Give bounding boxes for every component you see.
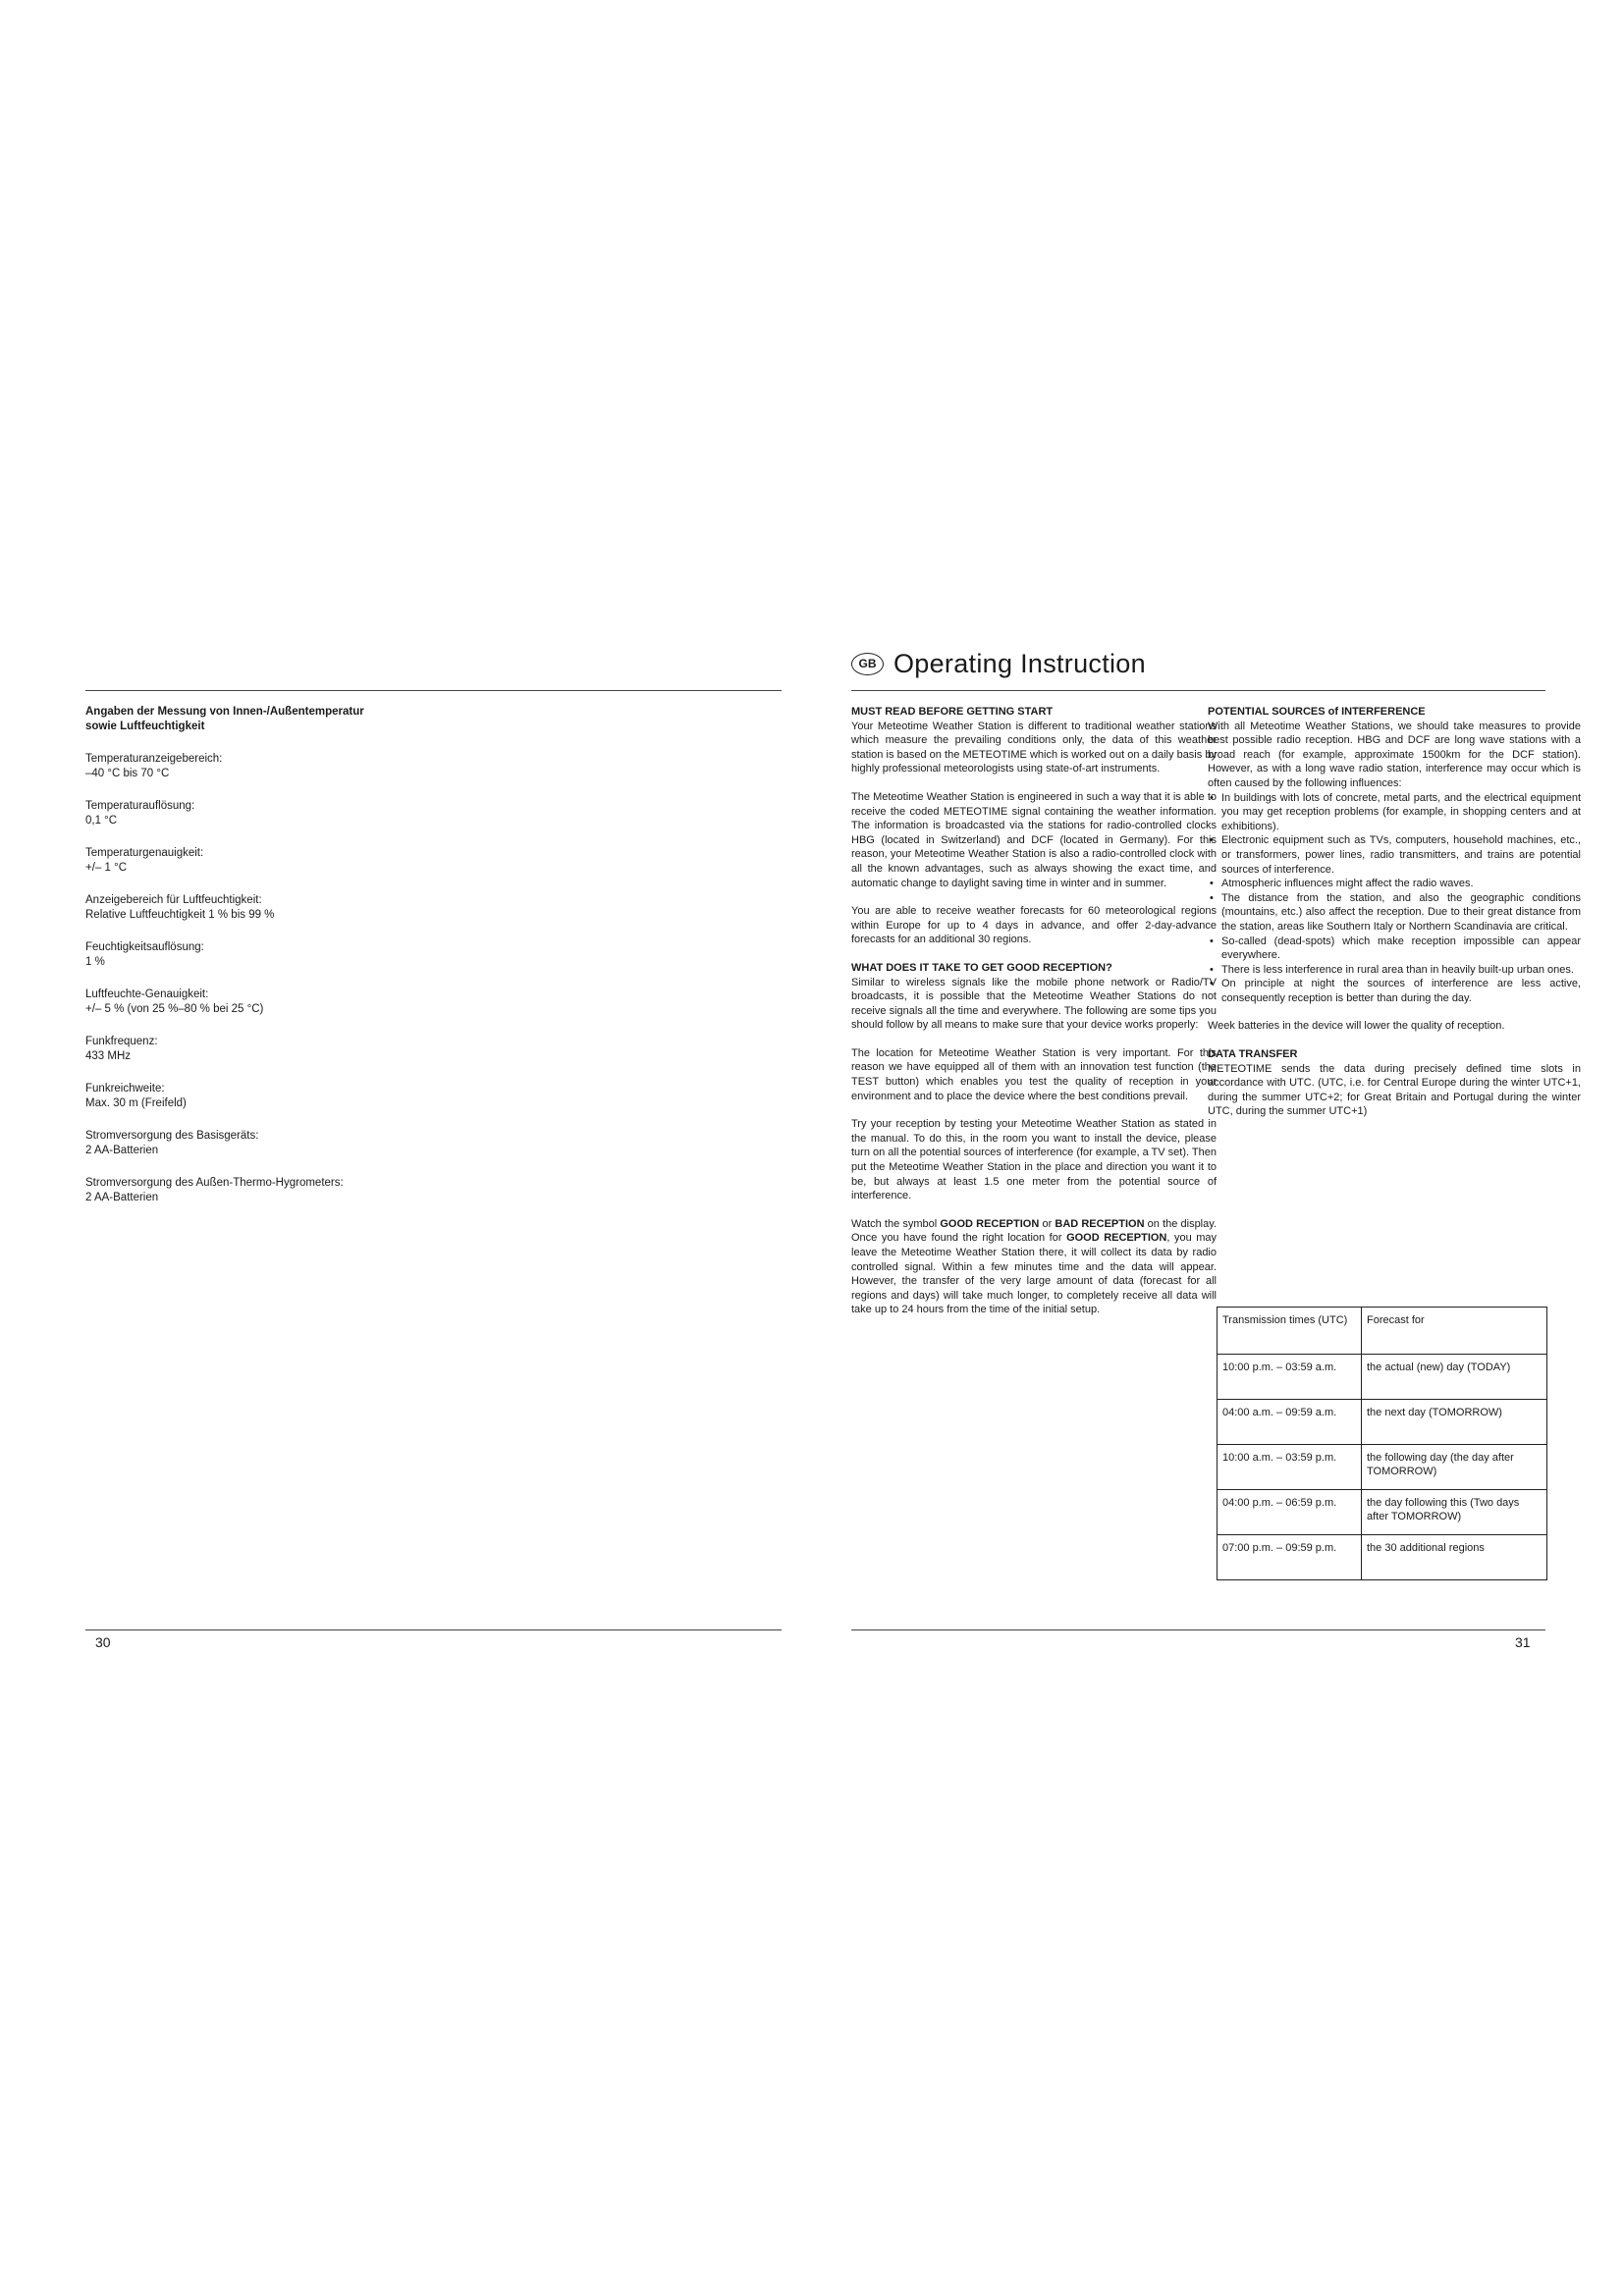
table-row xyxy=(1218,1400,1547,1445)
spec-label: Luftfeuchte-Genauigkeit: xyxy=(85,988,209,1000)
spec-item xyxy=(85,1035,596,1064)
table-row xyxy=(1218,1535,1547,1580)
table-cell: the 30 additional regions xyxy=(1362,1535,1547,1580)
table-row xyxy=(1218,1490,1547,1535)
spec-heading-line1: Angaben der Messung von Innen-/Außentemperatur xyxy=(85,706,364,718)
table-cell: the next day (TOMORROW) xyxy=(1362,1400,1547,1445)
page-number-right: 31 xyxy=(1515,1634,1531,1650)
spec-label: Funkfrequenz: xyxy=(85,1036,158,1047)
page-header xyxy=(851,644,1146,683)
column-right xyxy=(1208,705,1581,1119)
good-reception-heading: WHAT DOES IT TAKE TO GET GOOD RECEPTION? xyxy=(851,961,1112,974)
top-rule-right xyxy=(851,690,1545,691)
data-transfer-heading: DATA TRANSFER xyxy=(1208,1048,1298,1061)
spec-label: Temperaturgenauigkeit: xyxy=(85,847,204,859)
column-left xyxy=(851,705,1217,1331)
spec-label: Anzeigebereich für Luftfeuchtigkeit: xyxy=(85,894,262,906)
reception-paragraph: The location for Meteotime Weather Station is very important. For this reason we have equipped all of them with an innovation test function (the TEST button) which enables you test the quality of reception in your environment and to place the device where the best conditions prevail. xyxy=(851,1046,1217,1102)
table-header-row xyxy=(1218,1308,1547,1355)
spec-value: –40 °C bis 70 °C xyxy=(85,768,170,779)
table-cell: 04:00 a.m. – 09:59 a.m. xyxy=(1218,1400,1362,1445)
spec-label: Stromversorgung des Außen-Thermo-Hygrometers: xyxy=(85,1177,344,1189)
interference-intro: With all Meteotime Weather Stations, we should take measures to provide best possible radio reception. HBG and DCF are long wave stations with a broad reach (for example, approximate 1500km for the DCF station). However, as with a long wave radio station, interference may occur which is often caused by the following influences: xyxy=(1208,720,1581,789)
spec-value: Max. 30 m (Freifeld) xyxy=(85,1097,187,1109)
interference-list xyxy=(1208,791,1581,1006)
table-cell: the actual (new) day (TODAY) xyxy=(1362,1355,1547,1400)
table-cell: the following day (the day after TOMORROW) xyxy=(1362,1445,1547,1490)
good-reception-term: GOOD RECEPTION xyxy=(940,1217,1040,1230)
text-run: on the display. Once you have found the right location for xyxy=(851,1217,1217,1245)
spec-item xyxy=(85,988,596,1017)
table-cell: the day following this (Two days after TOMORROW) xyxy=(1362,1490,1547,1535)
spec-label: Stromversorgung des Basisgeräts: xyxy=(85,1130,259,1142)
interference-heading: POTENTIAL SOURCES of INTERFERENCE xyxy=(1208,706,1426,718)
spec-label: Feuchtigkeitsauflösung: xyxy=(85,941,204,953)
reception-symbol-paragraph xyxy=(851,1217,1217,1317)
table-cell: 10:00 a.m. – 03:59 p.m. xyxy=(1218,1445,1362,1490)
text-run: or xyxy=(1039,1217,1056,1230)
list-item: • In buildings with lots of concrete, metal parts, and the electrical equipment you may get reception problems (for example, in shopping centers and at exhibitions). xyxy=(1208,791,1581,834)
page-number-left: 30 xyxy=(95,1634,111,1650)
spec-value: +/– 1 °C xyxy=(85,862,127,874)
batteries-note: Week batteries in the device will lower the quality of reception. xyxy=(1208,1020,1505,1033)
spec-value: 2 AA-Batterien xyxy=(85,1145,159,1156)
must-read-paragraph: You are able to receive weather forecasts for 60 meteorological regions within Europe for up to 4 days in advance, and offer 2-day-advance forecasts for an additional 30 regions. xyxy=(851,905,1217,946)
list-item: • There is less interference in rural area than in heavily built-up urban ones. xyxy=(1208,963,1581,978)
table-cell: 10:00 p.m. – 03:59 a.m. xyxy=(1218,1355,1362,1400)
reception-paragraph: Try your reception by testing your Meteotime Weather Station as stated in the manual. To do this, in the room you want to install the device, please turn on all the potential sources of interference (for example, a TV set). Then put the Meteotime Weather Station in the place and direction you want it to be, but always at least 1.5 one meter from the potential source of interference. xyxy=(851,1118,1217,1202)
spec-label: Temperaturanzeigebereich: xyxy=(85,753,223,765)
table-header-cell: Transmission times (UTC) xyxy=(1218,1308,1362,1355)
spec-value: Relative Luftfeuchtigkeit 1 % bis 99 % xyxy=(85,909,275,921)
spec-item xyxy=(85,940,596,970)
page-title: Operating Instruction xyxy=(893,648,1146,678)
spec-value: 0,1 °C xyxy=(85,815,118,827)
spec-item xyxy=(85,799,596,828)
spec-label: Temperaturauflösung: xyxy=(85,800,195,812)
list-item: • Atmospheric influences might affect the radio waves. xyxy=(1208,877,1581,891)
bottom-rule-left xyxy=(85,1629,782,1630)
table-row xyxy=(1218,1445,1547,1490)
spec-label: Funkreichweite: xyxy=(85,1083,165,1095)
table-cell: 07:00 p.m. – 09:59 p.m. xyxy=(1218,1535,1362,1580)
spec-heading xyxy=(85,705,596,734)
table-cell: 04:00 p.m. – 06:59 p.m. xyxy=(1218,1490,1362,1535)
table-row xyxy=(1218,1355,1547,1400)
must-read-heading: MUST READ BEFORE GETTING START xyxy=(851,706,1054,718)
spec-value: 1 % xyxy=(85,956,105,968)
data-transfer-paragraph: METEOTIME sends the data during precisely defined time slots in accordance with UTC. (UTC, i.e. for Central Europe during the winter UTC+1, during the summer UTC+2; for Great Britain and Portugal during the winter UTC, during the summer UTC+1) xyxy=(1208,1062,1581,1118)
list-item: • The distance from the station, and also the geographic conditions (mountains, etc.) also affect the reception. Due to their great distance from the station, areas like Southern Italy or Northern Scandinavia are critical. xyxy=(1208,891,1581,934)
good-reception-term: GOOD RECEPTION xyxy=(1066,1232,1167,1245)
spec-item xyxy=(85,846,596,876)
spec-value: +/– 5 % (von 25 %–80 % bei 25 °C) xyxy=(85,1003,264,1015)
bad-reception-term: BAD RECEPTION xyxy=(1055,1217,1145,1230)
text-run: , you may leave the Meteotime Weather Station there, it will collect its data by radio controlled signal. Within a few minutes time and the data will appear. However, the transfer of the very large amount of data (forecast for all regions and days) will take much longer, to completely receive all data will take up to 24 hours from the time of the initial setup. xyxy=(851,1232,1217,1316)
list-item: • Electronic equipment such as TVs, computers, household machines, etc., or transformers, power lines, radio transmitters, and trains are potential sources of interference. xyxy=(1208,833,1581,877)
spec-item xyxy=(85,893,596,923)
list-item: • On principle at night the sources of interference are less active, consequently reception is better than during the day. xyxy=(1208,977,1581,1005)
must-read-paragraph: Your Meteotime Weather Station is different to traditional weather stations which measure the prevailing conditions only, the data of this weather station is based on the METEOTIME which is worked out on a daily basis by highly professional meteorologists using state-of-art instruments. xyxy=(851,720,1217,775)
spec-item xyxy=(85,752,596,781)
top-rule-left xyxy=(85,690,782,691)
spec-item xyxy=(85,1082,596,1111)
table-header-cell: Forecast for xyxy=(1362,1308,1547,1355)
spec-list xyxy=(85,705,596,1223)
spec-value: 2 AA-Batterien xyxy=(85,1192,159,1203)
text-run: Watch the symbol xyxy=(851,1217,941,1230)
gb-language-badge: GB xyxy=(851,653,884,675)
transmission-table xyxy=(1217,1307,1547,1580)
spec-item xyxy=(85,1129,596,1158)
bottom-rule-right xyxy=(851,1629,1545,1630)
list-item: • So-called (dead-spots) which make reception impossible can appear everywhere. xyxy=(1208,934,1581,963)
spec-value: 433 MHz xyxy=(85,1050,132,1062)
spec-heading-line2: sowie Luftfeuchtigkeit xyxy=(85,721,205,732)
reception-paragraph: Similar to wireless signals like the mobile phone network or Radio/TV broadcasts, it is possible that the Meteotime Weather Stations do not receive signals all the time and everywhere. The following are some tips you should follow by all means to make sure that your device works properly: xyxy=(851,976,1217,1032)
must-read-paragraph: The Meteotime Weather Station is engineered in such a way that it is able to receive the coded METEOTIME signal containing the weather information. The information is broadcasted via the stations for radio-controlled clocks HBG (located in Switzerland) and DCF (located in Germany). For this reason, your Meteotime Weather Station is also a radio-controlled clock with all the known advantages, such as always showing the exact time, and automatic change to daylight saving time in winter and in summer. xyxy=(851,790,1217,889)
spec-item xyxy=(85,1176,596,1205)
